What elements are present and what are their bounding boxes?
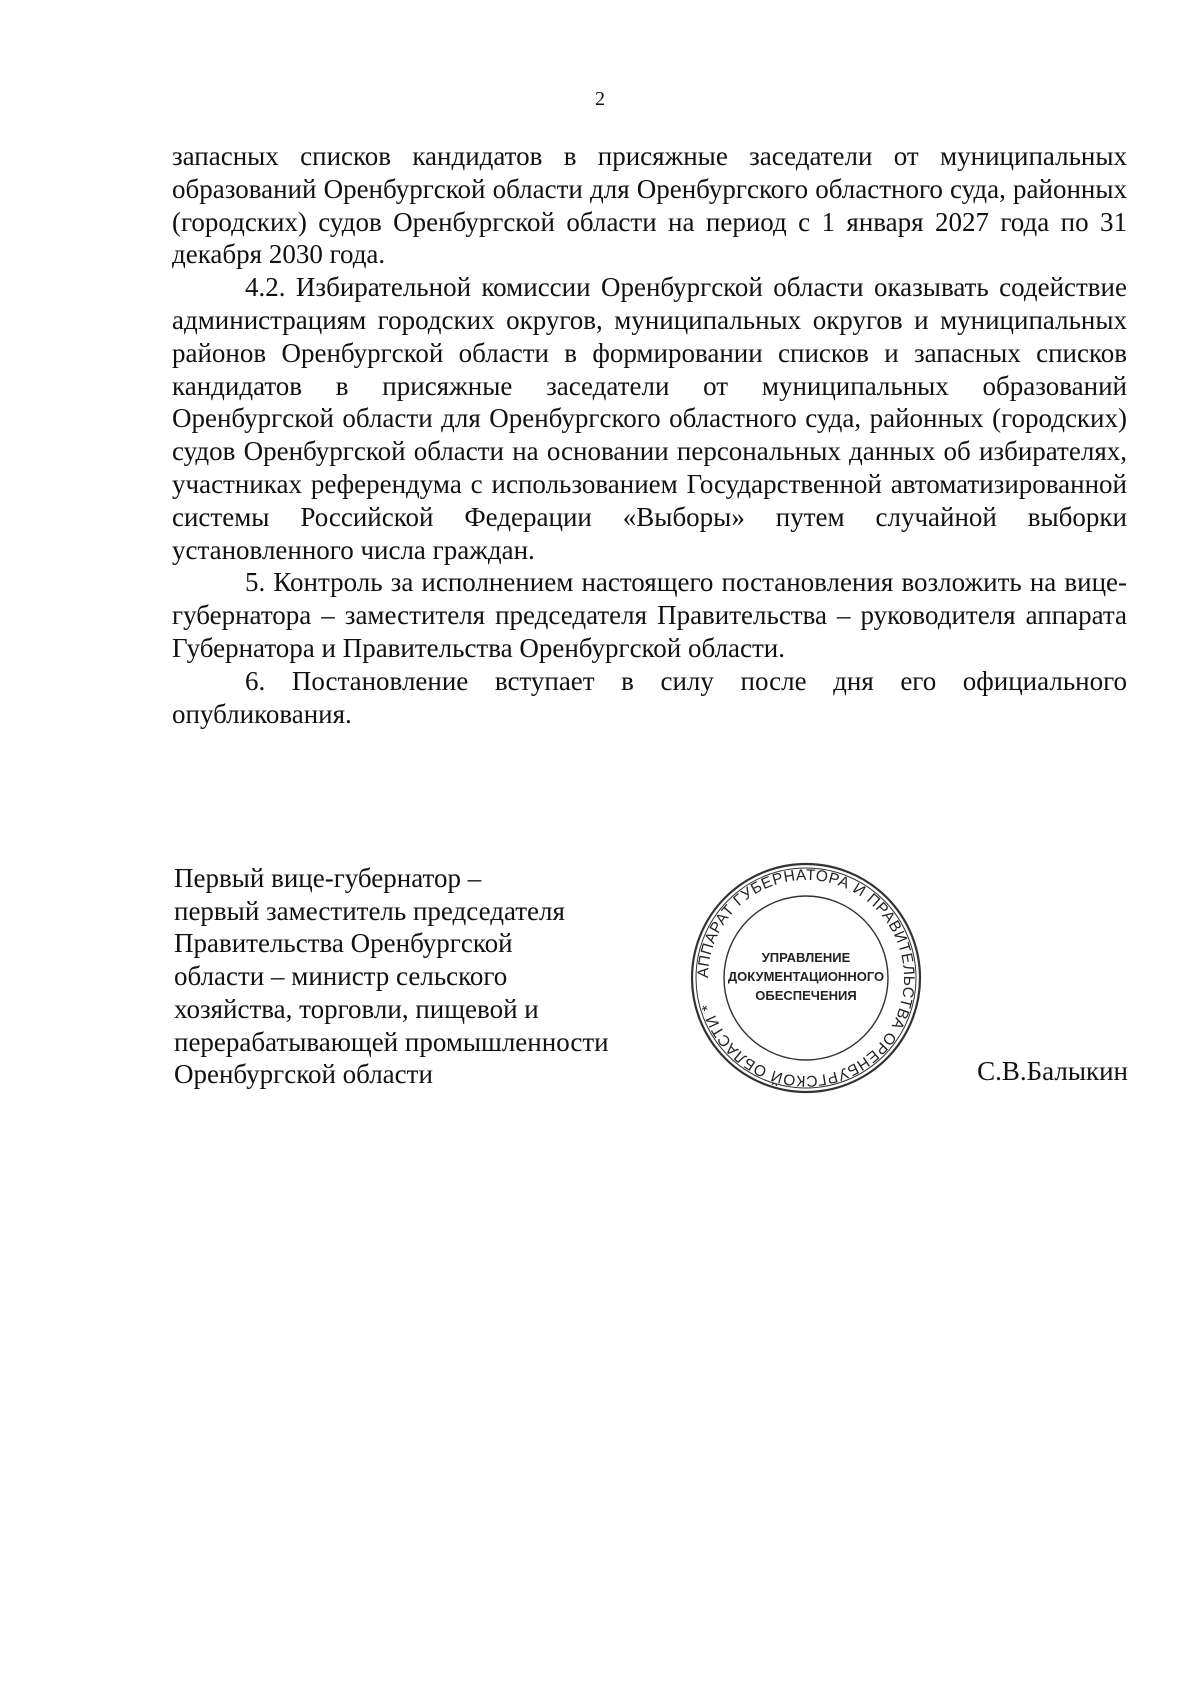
paragraph-5: 5. Контроль за исполнением настоящего постановления возложить на вице-губернатора – заместителя председателя Правительства – руководителя аппарата Губернатора и Правительства Оренбургской области. xyxy=(172,567,1127,663)
signatory-position-line: Первый вице-губернатор – xyxy=(174,863,482,893)
paragraph-continuation: запасных списков кандидатов в присяжные заседатели от муниципальных образований Оренбургской области для Оренбургского областного суда, районных (городских) судов Оренбургской области на период с 1 января 2027 года по 31 декабря 2030 года. xyxy=(172,141,1127,270)
paragraph-6: 6. Постановление вступает в силу после дня его официального опубликования. xyxy=(172,665,1127,729)
signatory-position-line: первый заместитель председателя xyxy=(174,895,565,926)
page-number: 2 xyxy=(595,88,605,110)
signatory-position-line: хозяйства, торговли, пищевой и xyxy=(174,993,539,1024)
signatory-name: С.В.Балыкин xyxy=(977,1056,1128,1086)
signatory-position-line: Правительства Оренбургской xyxy=(174,928,513,959)
seal-center-line: ОБЕСПЕЧЕНИЯ xyxy=(755,988,857,1003)
signatory-position xyxy=(174,862,694,1091)
seal-ring-text: АППАРАТ ГУБЕРНАТОРА И ПРАВИТЕЛЬСТВА ОРЕНБУРГСКОЙ ОБЛАСТИ * xyxy=(694,866,918,1090)
seal-center-line: ДОКУМЕНТАЦИОННОГО xyxy=(727,969,885,984)
official-seal xyxy=(686,858,926,1098)
paragraph-4-2: 4.2. Избирательной комиссии Оренбургской области оказывать содействие администрациям городских округов, муниципальных округов и муниципальных районов Оренбургской области в формировании списков и запасных списков кандидатов в присяжные заседатели от муниципальных образований Оренбургской области для Оренбургского областного суда, районных (городских) судов Оренбургской области на основании персональных данных об избирателях, участниках референдума с использованием Государственной автоматизированной системы Российской Федерации «Выборы» путем случайной выборки установленного числа граждан. xyxy=(172,272,1127,565)
document-body xyxy=(172,140,1127,730)
seal-center-line: УПРАВЛЕНИЕ xyxy=(761,950,851,965)
signatory-position-line: области – министр сельского xyxy=(174,961,508,992)
signatory-position-line: перерабатывающей промышленности xyxy=(174,1026,609,1057)
signatory-position-line: Оренбургской области xyxy=(174,1059,433,1090)
